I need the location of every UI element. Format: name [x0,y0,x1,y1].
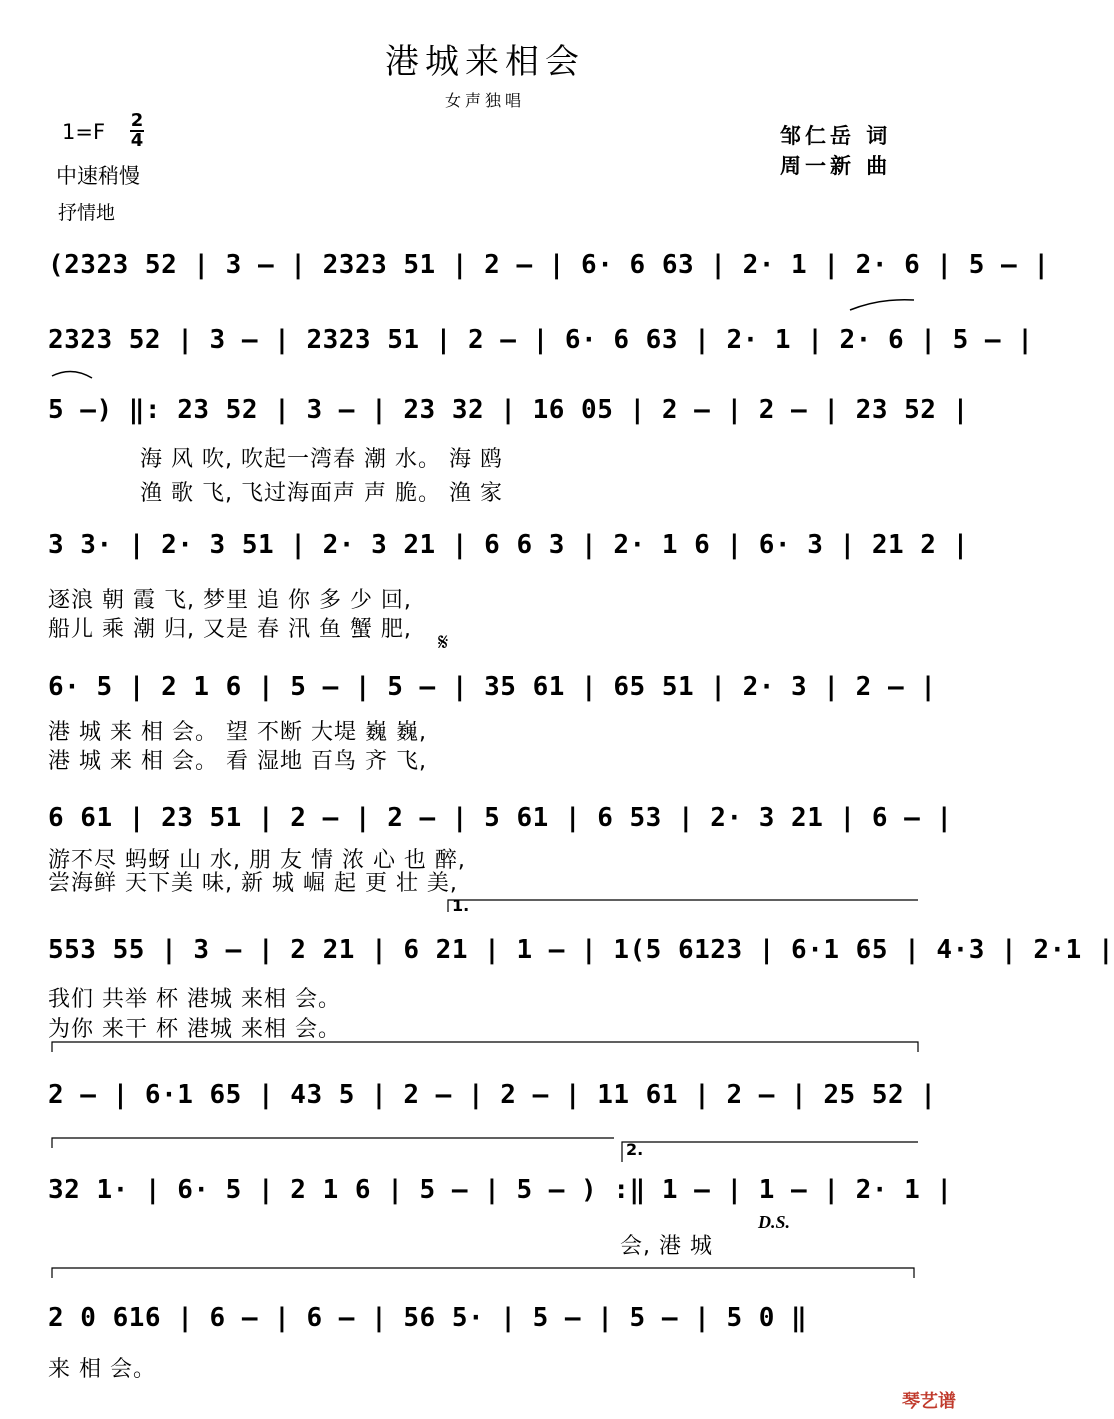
watermark-logo: 琴艺谱 [902,1391,956,1412]
lyrics-line-4-verse-2: 船儿 乘 潮 归, 又是 春 汛 鱼 蟹 肥, [48,617,412,642]
lyrics-line-3-verse-1: 海 风 吹, 吹起一湾春 潮 水。 海 鸥 [140,447,503,472]
ds-marking: D.S. [758,1212,791,1232]
song-title: 港城来相会 [385,42,585,82]
notation-line-9: 32 1· | 6· 5 | 2 1 6 | 5 – | 5 – ) :‖ 1 – | 1 – | 2· 1 | [48,1175,953,1205]
notation-line-7: 553 55 | 3 – | 2 21 | 6 21 | 1 – | 1(5 6123 | 6·1 65 | 4·3 | 2·1 | [48,935,1114,965]
notation-line-6: 6 61 | 23 51 | 2 – | 2 – | 5 61 | 6 53 | 2· 3 21 | 6 – | [48,803,953,833]
notation-line-10: 2 0 616 | 6 – | 6 – | 56 5· | 5 – | 5 – | 5 0 ‖ [48,1303,808,1333]
composer-credit: 周一新 曲 [780,154,892,178]
lyrics-line-5-verse-1: 港 城 来 相 会。 望 不断 大堤 巍 巍, [48,720,427,745]
notation-line-4: 3 3· | 2· 3 51 | 2· 3 21 | 6 6 3 | 2· 1 6 | 6· 3 | 21 2 | [48,530,969,560]
notation-line-3: 5 –) ‖: 23 52 | 3 – | 23 32 | 16 05 | 2 – | 2 – | 23 52 | [48,395,969,425]
lyrics-line-4-verse-1: 逐浪 朝 霞 飞, 梦里 追 你 多 少 回, [48,588,412,613]
lyrics-line-9: 会, 港 城 [620,1234,713,1259]
lyrics-line-10: 来 相 会。 [48,1357,156,1382]
notation-line-5: 6· 5 | 2 1 6 | 5 – | 5 – | 35 61 | 65 51 | 2· 3 | 2 – | [48,672,937,702]
tempo-marking: 中速稍慢 [56,164,140,188]
volta-2-label: 2. [626,1140,644,1159]
lyrics-line-6-verse-1: 游不尽 蚂蚜 山 水, 朋 友 情 浓 心 也 醉, [48,848,466,873]
key-signature: 1=F [62,120,106,144]
time-signature-bottom: 4 [130,130,144,151]
lyrics-line-3-verse-2: 渔 歌 飞, 飞过海面声 声 脆。 渔 家 [140,481,503,506]
time-signature-top: 2 [130,110,144,131]
notation-line-2: 2323 52 | 3 – | 2323 51 | 2 – | 6· 6 63 | 2· 1 | 2· 6 | 5 – | [48,325,1034,355]
lyrics-line-7-verse-2: 为你 来干 杯 港城 来相 会。 [48,1017,341,1042]
lyrics-line-5-verse-2: 港 城 来 相 会。 看 湿地 百鸟 齐 飞, [48,749,427,774]
segno-sign: 𝄋 [438,628,449,656]
song-subtitle: 女声独唱 [444,91,525,110]
notation-line-8: 2 – | 6·1 65 | 43 5 | 2 – | 2 – | 11 61 | 2 – | 25 52 | [48,1080,937,1110]
notation-line-1: (2323 52 | 3 – | 2323 51 | 2 – | 6· 6 63 | 2· 1 | 2· 6 | 5 – | [48,250,1050,280]
volta-1-label: 1. [452,896,470,915]
lyricist-credit: 邹仁岳 词 [780,124,892,148]
lyrics-line-7-verse-1: 我们 共举 杯 港城 来相 会。 [48,987,341,1012]
expression-marking: 抒情地 [58,202,116,224]
lyrics-line-6-verse-2: 尝海鲜 天下美 味, 新 城 崛 起 更 壮 美, [48,871,458,896]
